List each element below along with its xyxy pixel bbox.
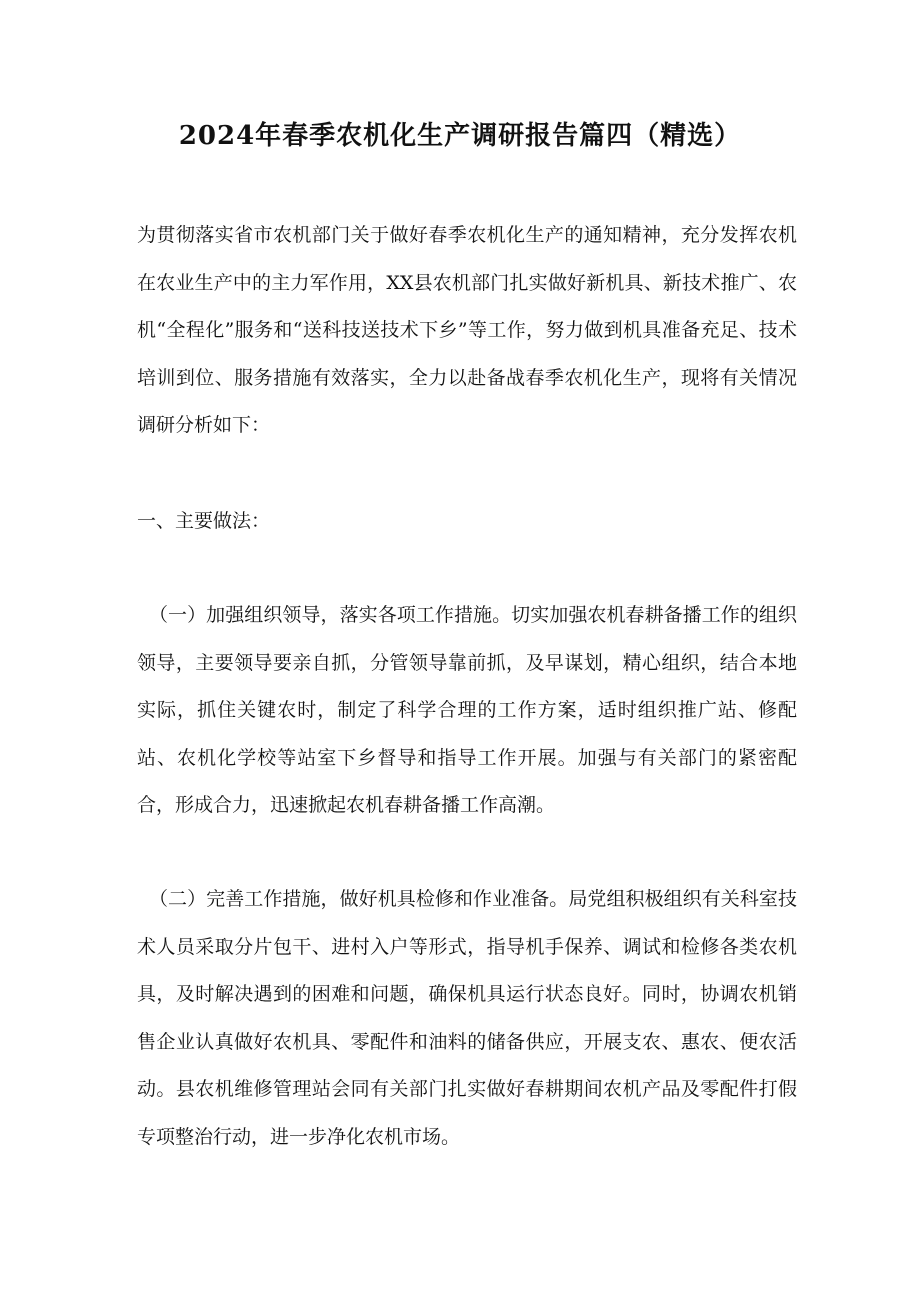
document-title: 2024年春季农机化生产调研报告篇四（精选） bbox=[178, 121, 742, 151]
paragraph-one: （一）加强组织领导，落实各项工作措施。切实加强农机春耕备播工作的组织领导，主要领导要亲自抓，分管领导靠前抓，及早谋划，精心组织，结合本地实际，抓住关键农时，制定了科学合理的工作方案，适时组织推广站、修配站、农机化学校等站室下乡督导和指导工作开展。加强与有关部门的紧密配合，形成合力，迅速掀起农机春耕备播工作高潮。 bbox=[137, 604, 797, 816]
section-heading: 一、主要做法： bbox=[137, 510, 271, 532]
intro-paragraph: 为贯彻落实省市农机部门关于做好春季农机化生产的通知精神，充分发挥农机在农业生产中的主力军作用，XX县农机部门扎实做好新机具、新技术推广、农机“全程化”服务和“送科技送技术下乡”等工作，努力做到机具准备充足、技术培训到位、服务措施有效落实，全力以赴备战春季农机化生产，现将有关情况调研分析如下： bbox=[137, 224, 797, 436]
paragraph-two: （二）完善工作措施，做好机具检修和作业准备。局党组积极组织有关科室技术人员采取分片包干、进村入户等形式，指导机手保养、调试和检修各类农机具，及时解决遇到的困难和问题，确保机具运行状态良好。同时，协调农机销售企业认真做好农机具、零配件和油料的储备供应，开展支农、惠农、便农活动。县农机维修管理站会同有关部门扎实做好春耕期间农机产品及零配件打假专项整治行动，进一步净化农机市场。 bbox=[137, 888, 797, 1148]
